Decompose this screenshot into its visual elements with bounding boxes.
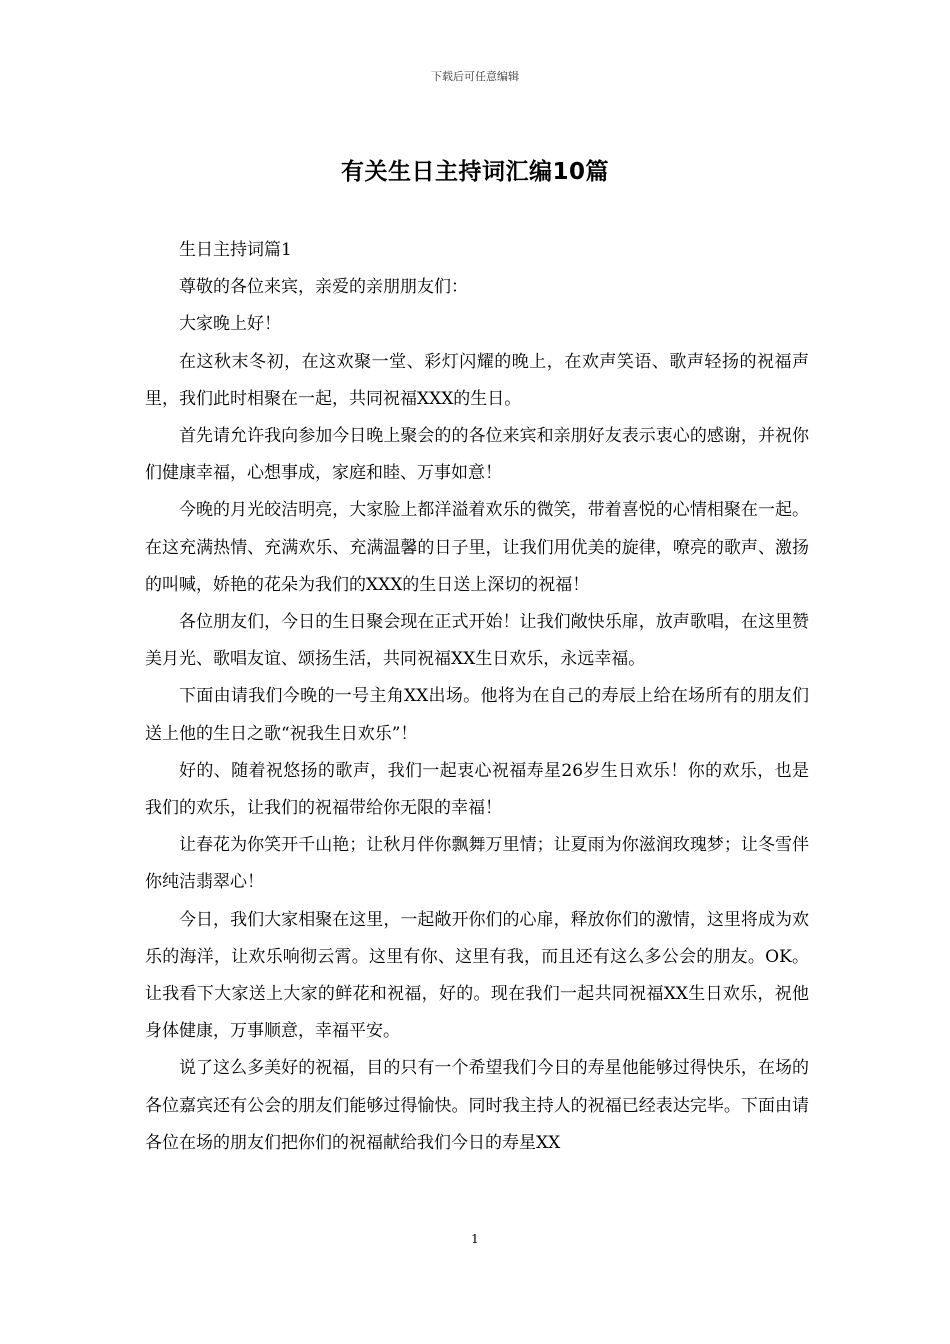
- paragraph: 下面由请我们今晚的一号主角XX出场。他将为在自己的寿辰上给在场所有的朋友们送上他的生日之歌“祝我生日欢乐”！: [145, 686, 809, 744]
- page-number: 1: [471, 1232, 479, 1246]
- paragraph: 各位朋友们，今日的生日聚会现在正式开始！让我们敞快乐扉，放声歌唱，在这里赞美月光、歌唱友谊、颂扬生活，共同祝福XX生日欢乐，永远幸福。: [145, 612, 809, 670]
- greeting: 大家晚上好！: [179, 314, 281, 335]
- page-header-note: 下载后可任意编辑: [431, 70, 519, 83]
- paragraph: 说了这么多美好的祝福，目的只有一个希望我们今日的寿星他能够过得快乐，在场的各位嘉宾还有公会的朋友们能够过得愉快。同时我主持人的祝福已经表达完毕。下面由请各位在场的朋友们把你们的祝福献给我们今日的寿星XX: [145, 1058, 809, 1153]
- salutation: 尊敬的各位来宾，亲爱的亲朋朋友们：: [179, 277, 468, 298]
- paragraph: 好的、随着祝悠扬的歌声，我们一起衷心祝福寿星26岁生日欢乐！你的欢乐，也是我们的欢乐，让我们的祝福带给你无限的幸福！: [145, 760, 809, 819]
- document-body: [145, 232, 809, 1162]
- paragraph: 今晚的月光皎洁明亮，大家脸上都洋溢着欢乐的微笑，带着喜悦的心情相聚在一起。在这充满热情、充满欢乐、充满温馨的日子里，让我们用优美的旋律，嘹亮的歌声、激扬的叫喊，娇艳的花朵为我们的XXX的生日送上深切的祝福！: [145, 500, 809, 595]
- paragraph: 今日，我们大家相聚在这里，一起敞开你们的心扉，释放你们的激情，这里将成为欢乐的海洋，让欢乐响彻云霄。这里有你、这里有我，而且还有这么多公会的朋友。OK。让我看下大家送上大家的鲜花和祝福，好的。现在我们一起共同祝福XX生日欢乐，祝他身体健康，万事顺意，幸福平安。: [145, 909, 809, 1042]
- document-title: 有关生日主持词汇编10篇: [340, 159, 609, 185]
- paragraph: 让春花为你笑开千山艳；让秋月伴你飘舞万里情；让夏雨为你滋润玫瑰梦；让冬雪伴你纯洁翡翠心！: [145, 835, 809, 893]
- paragraph: 首先请允许我向参加今日晚上聚会的的各位来宾和亲朋好友表示衷心的感谢，并祝你们健康幸福，心想事成，家庭和睦、万事如意！: [145, 426, 809, 484]
- section-heading: 生日主持词篇1: [179, 240, 292, 260]
- paragraph: 在这秋末冬初，在这欢聚一堂、彩灯闪耀的晚上，在欢声笑语、歌声轻扬的祝福声里，我们此时相聚在一起，共同祝福XXX的生日。: [145, 351, 809, 409]
